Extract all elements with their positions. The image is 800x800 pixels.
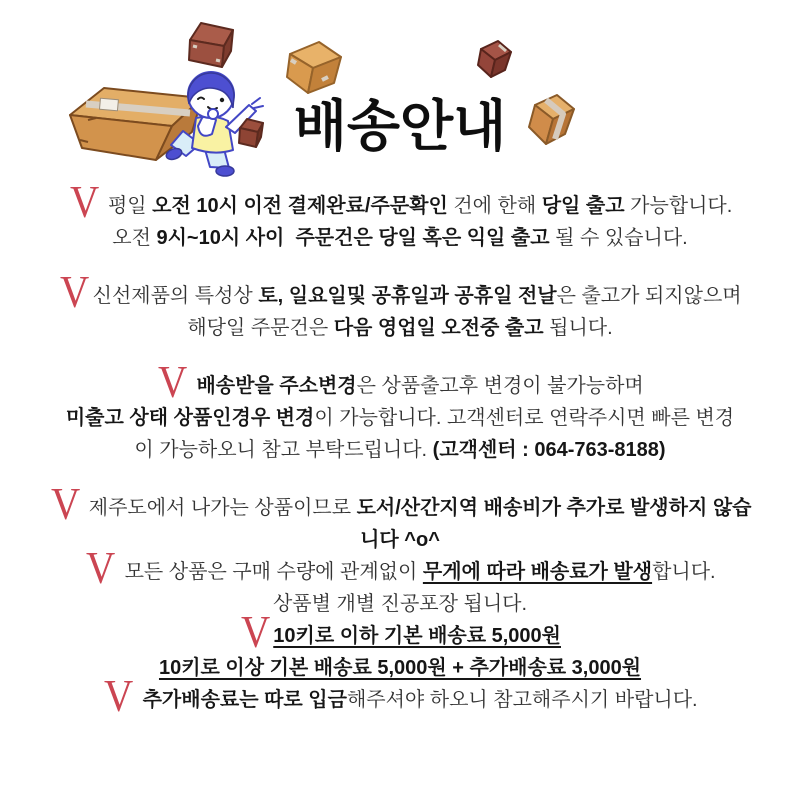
text-segment: 9시~10시 사이 주문건은 당일 혹은 익일 출고 xyxy=(156,227,550,249)
notice-line xyxy=(0,402,800,434)
text-segment: 건에 한해 xyxy=(447,195,542,217)
notice-group-fresh-product-weekend xyxy=(0,266,800,344)
text-segment: (고객센터 : 064-763-8188) xyxy=(432,439,666,461)
text-segment: 해주셔야 하오니 참고해주시기 바랍니다. xyxy=(346,689,698,711)
text-segment: 배송받을 주소변경 xyxy=(196,375,357,397)
text-segment: 평일 xyxy=(107,195,153,217)
notice-line xyxy=(0,312,800,344)
checkmark-icon: V xyxy=(50,478,80,529)
notice-group-same-day-shipping xyxy=(0,176,800,254)
text-segment: 가능합니다. xyxy=(624,195,733,217)
text-segment: 니다 ^o^ xyxy=(360,529,440,551)
notice-line xyxy=(0,176,800,227)
text-segment: 다음 영업일 오전중 출고 xyxy=(333,317,544,339)
text-segment: 될 수 있습니다. xyxy=(549,227,688,249)
text-segment: 제주도에서 나가는 상품이므로 xyxy=(88,497,357,519)
notice-line xyxy=(0,478,800,529)
text-segment: 당일 출고 xyxy=(541,195,625,217)
text-segment: 오전 xyxy=(112,227,157,249)
notice-line xyxy=(0,434,800,466)
checkmark-icon: V xyxy=(86,542,116,593)
page-title: 배송안내 xyxy=(293,95,507,157)
text-segment: 10키로 이하 기본 배송료 5,000원 xyxy=(273,625,561,647)
cardboard-box-red-right-icon xyxy=(478,41,511,77)
text-segment: 미출고 상태 상품인경우 변경 xyxy=(65,407,315,429)
text-segment: 해당일 주문건은 xyxy=(187,317,334,339)
notice-line xyxy=(0,266,800,317)
header xyxy=(0,0,800,186)
text-segment: 이 가능합니다. 고객센터로 연락주시면 빠른 변경 xyxy=(314,407,735,429)
text-segment: 10키로 이상 기본 배송료 5,000원 + 추가배송료 3,000원 xyxy=(158,657,642,679)
cardboard-box-red-top-icon xyxy=(189,23,233,67)
notice-line xyxy=(0,356,800,407)
checkmark-icon: V xyxy=(158,356,188,407)
text-segment: 이 가능하오니 참고 부탁드립니다. xyxy=(134,439,433,461)
text-segment: 추가배송료는 따로 입금 xyxy=(142,689,347,711)
checkmark-icon: V xyxy=(60,266,90,317)
text-segment: 합니다. xyxy=(652,561,716,583)
notice-line xyxy=(0,222,800,254)
text-segment: 은 상품출고후 변경이 불가능하며 xyxy=(356,375,644,397)
checkmark-icon: V xyxy=(69,176,99,227)
checkmark-icon: V xyxy=(241,606,271,657)
text-segment: 상품별 개별 진공포장 됩니다. xyxy=(272,593,528,615)
checkmark-icon: V xyxy=(104,670,134,721)
text-segment: 신선제품의 특성상 xyxy=(92,285,259,307)
notice-line xyxy=(0,542,800,593)
text-segment: 토, 일요일및 공휴일과 공휴일 전날 xyxy=(258,285,557,307)
notice-group-shipping-fee-info xyxy=(0,478,800,721)
text-segment: 은 출고가 되지않으며 xyxy=(556,285,742,307)
notice-line xyxy=(0,670,800,721)
text-segment: 오전 10시 이전 결제완료/주문확인 xyxy=(152,195,448,217)
notice-line xyxy=(0,524,800,556)
text-segment: 도서/산간지역 배송비가 추가로 발생하지 않습 xyxy=(356,497,752,519)
notice-group-address-change xyxy=(0,356,800,466)
notice-line xyxy=(0,588,800,620)
text-segment: 모든 상품은 구매 수량에 관계없이 xyxy=(124,561,423,583)
text-segment: 됩니다. xyxy=(543,317,613,339)
text-segment: 무게에 따라 배송료가 발생 xyxy=(422,561,653,583)
notice-body xyxy=(0,176,800,721)
notice-line xyxy=(0,606,800,657)
